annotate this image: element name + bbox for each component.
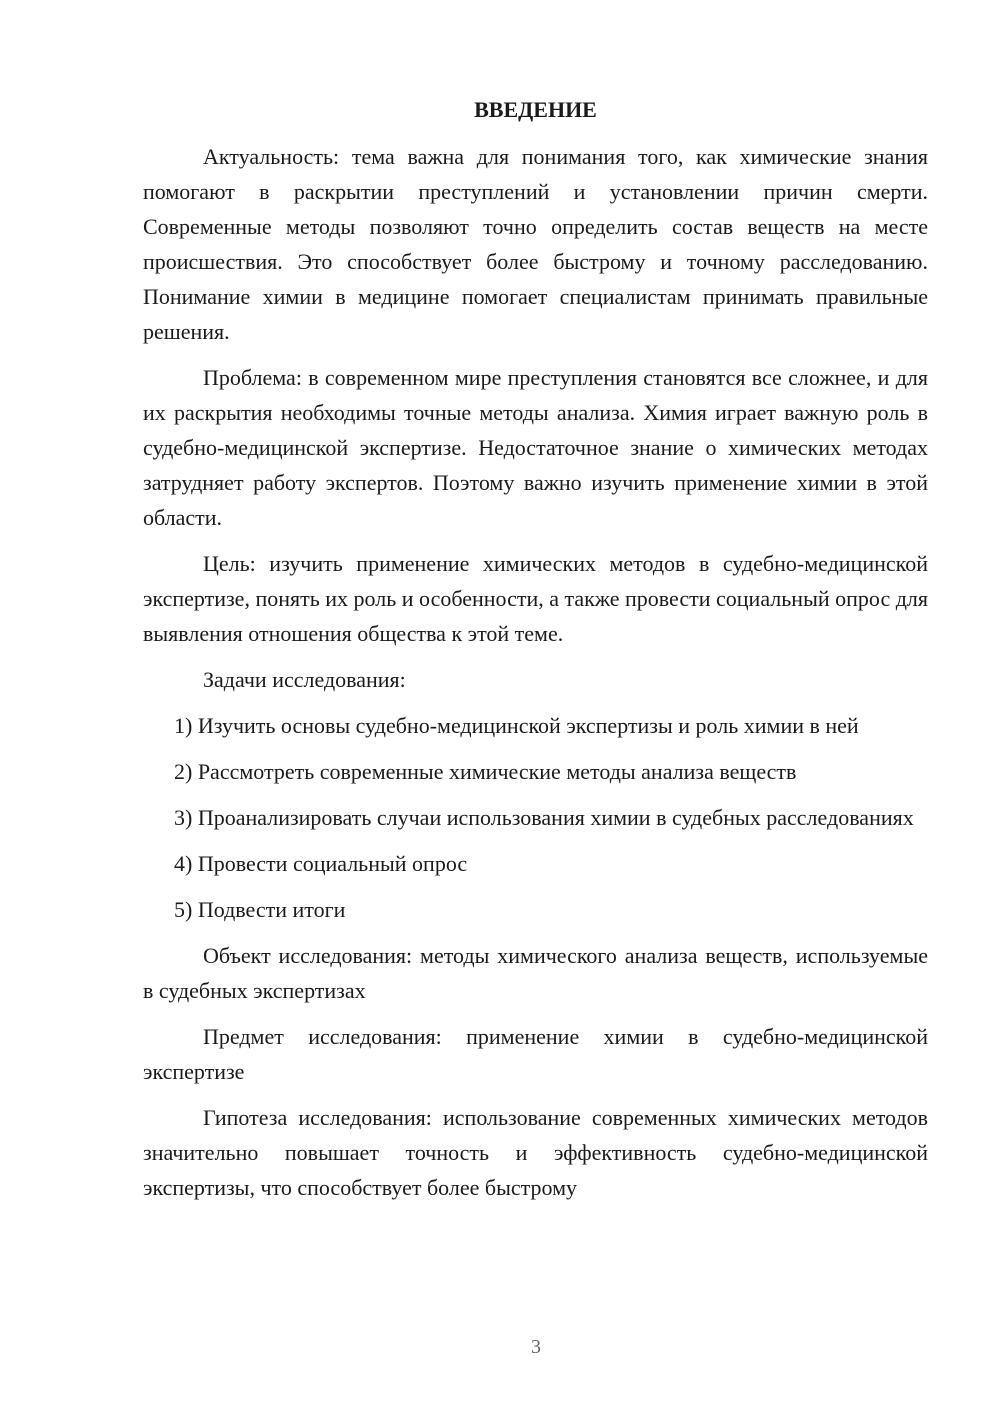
page-content — [143, 92, 928, 1205]
section-title: ВВЕДЕНИЕ — [474, 97, 597, 122]
task-item-2: 2) Рассмотреть современные химические методы анализа веществ — [174, 759, 797, 784]
paragraph-problem: Проблема: в современном мире преступления становятся все сложнее, и для их раскрытия необходимы точные методы анализа. Химия играет важную роль в судебно-медицинской экспертизе. Недостаточное знание о химических методах затрудняет работу экспертов. Поэтому важно изучить применение химии в этой области. — [143, 365, 928, 530]
task-item-1: 1) Изучить основы судебно-медицинской экспертизы и роль химии в ней — [174, 713, 859, 738]
task-item-3: 3) Проанализировать случаи использования химии в судебных расследованиях — [174, 805, 914, 830]
task-item-5: 5) Подвести итоги — [174, 897, 346, 922]
page-number: 3 — [531, 1336, 541, 1358]
task-item-4: 4) Провести социальный опрос — [174, 851, 468, 876]
paragraph-goal: Цель: изучить применение химических методов в судебно-медицинской экспертизе, понять их роль и особенности, а также провести социальный опрос для выявления отношения общества к этой теме. — [143, 551, 929, 646]
tasks-heading: Задачи исследования: — [203, 667, 406, 692]
paragraph-object: Объект исследования: методы химического анализа веществ, используемые в судебных экспертизах — [143, 943, 928, 1003]
paragraph-relevance: Актуальность: тема важна для понимания того, как химические знания помогают в раскрытии преступлений и установлении причин смерти. Современные методы позволяют точно определить состав веществ на месте происшествия. Это способствует более быстрому и точному расследованию. Понимание химии в медицине помогает специалистам принимать правильные решения. — [143, 144, 928, 344]
paragraph-hypothesis: Гипотеза исследования: использование современных химических методов значительно повышает точность и эффективность судебно-медицинской экспертизы, что способствует более быстрому — [143, 1105, 928, 1200]
paragraph-subject: Предмет исследования: применение химии в судебно-медицинской экспертизе — [143, 1024, 928, 1084]
